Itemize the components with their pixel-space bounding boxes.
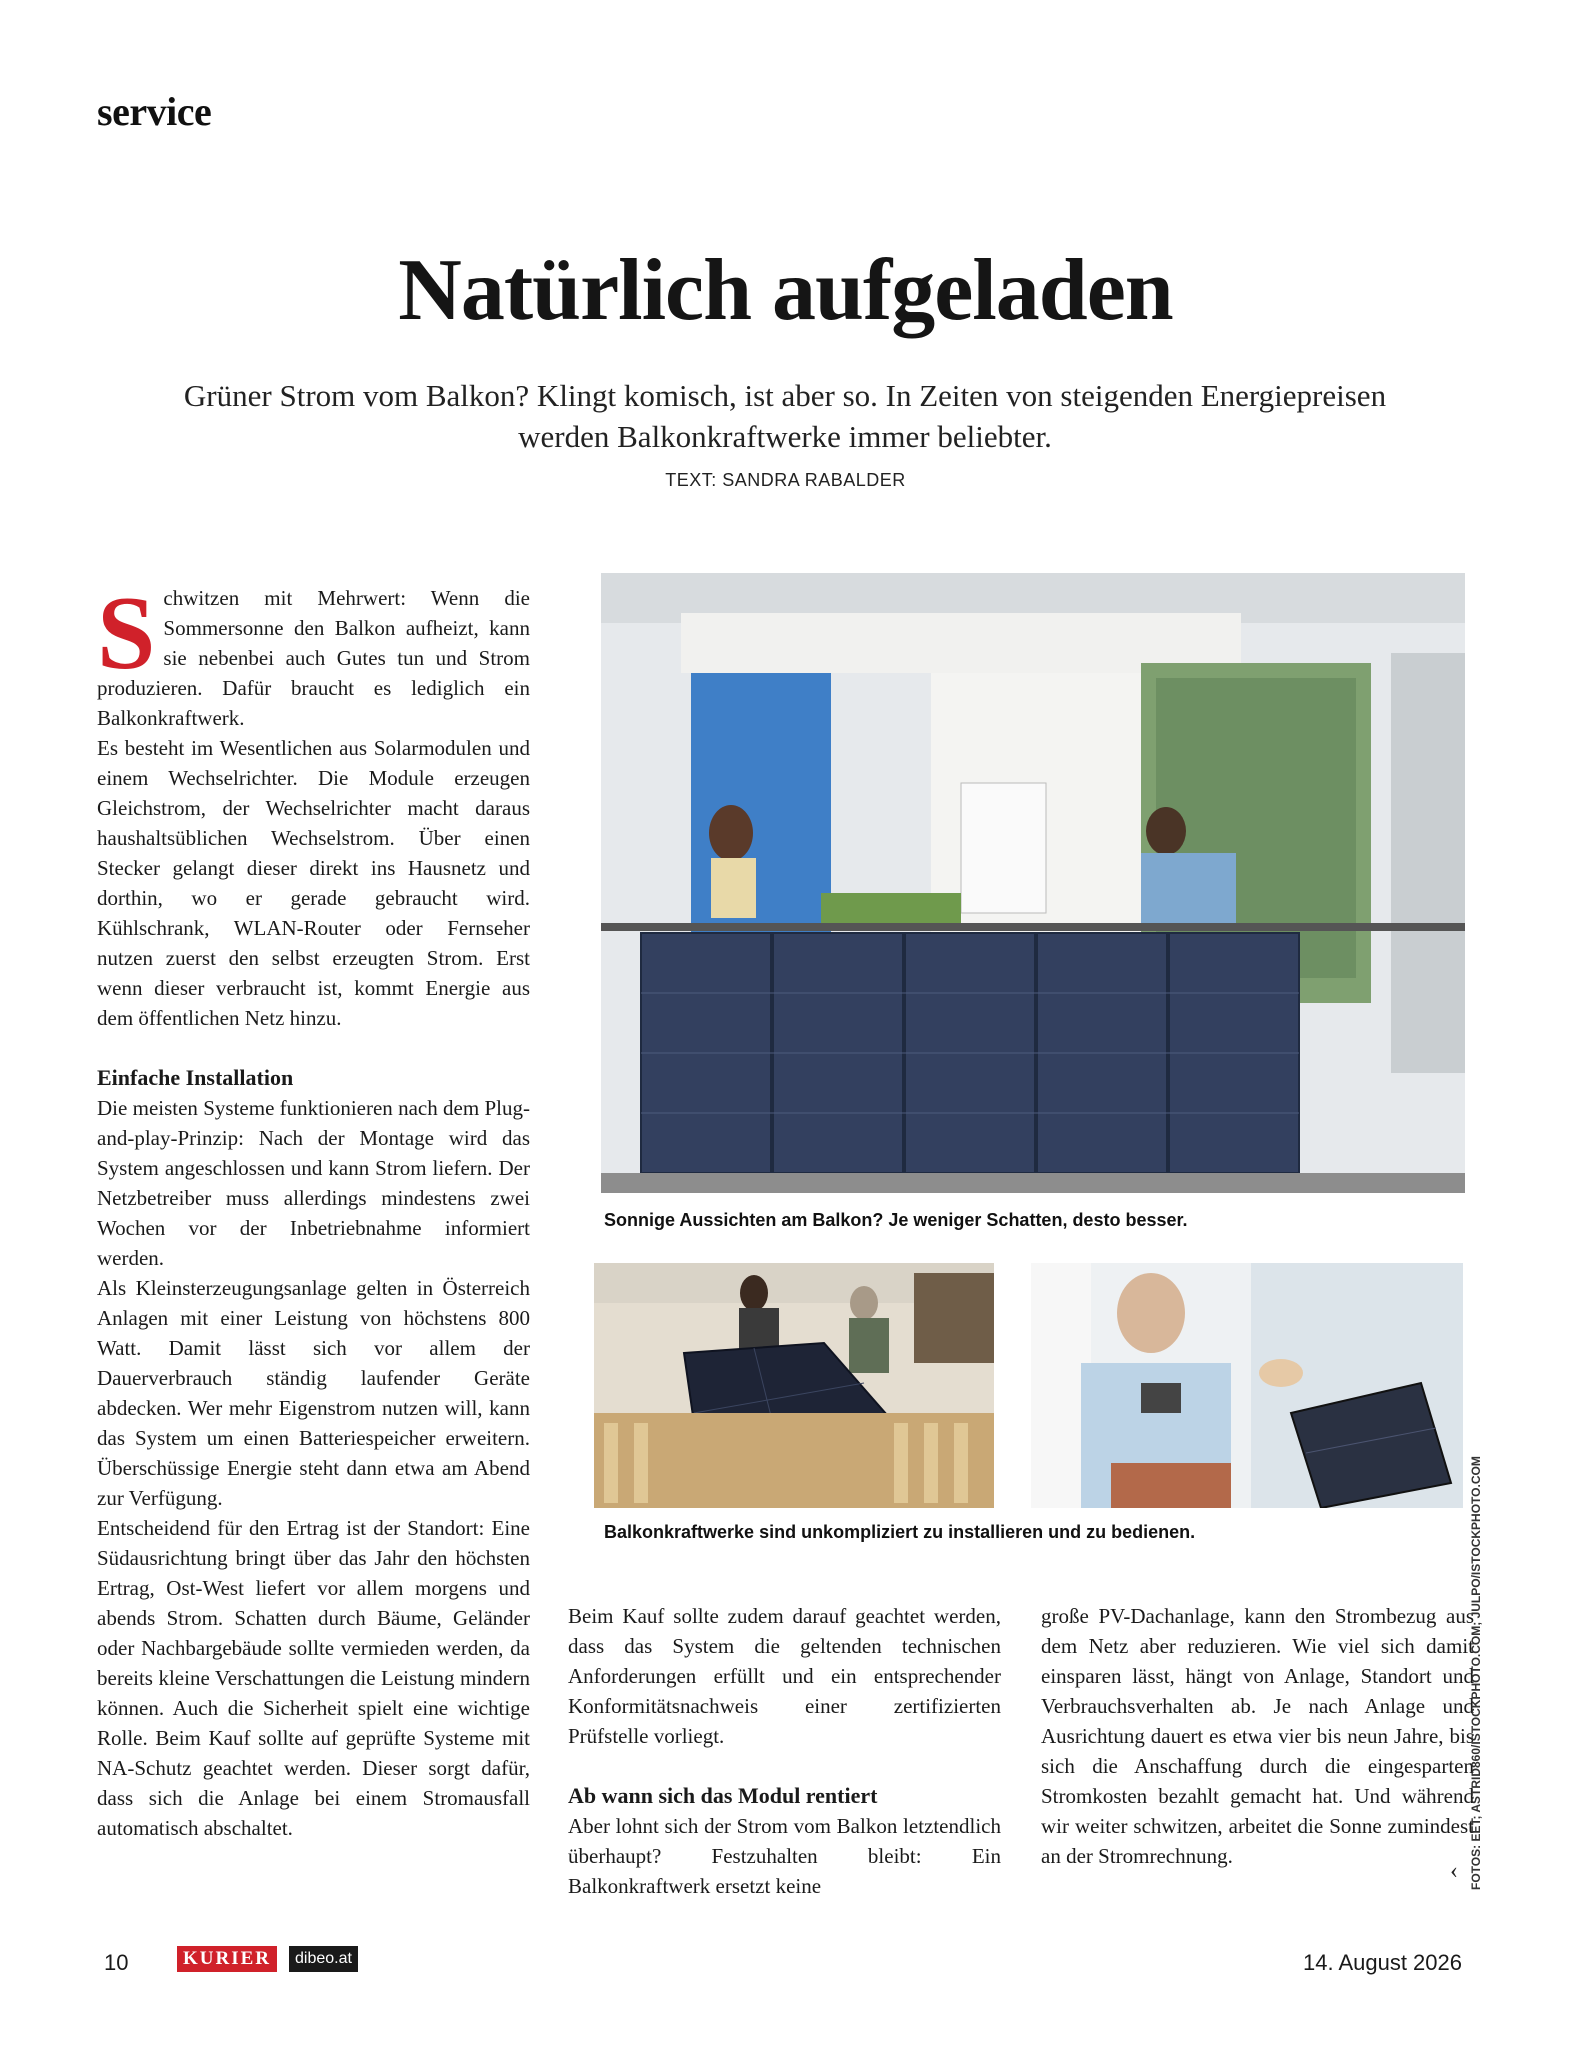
end-mark: ‹: [1450, 1858, 1458, 1884]
paragraph: Es besteht im Wesentlichen aus Solarmodulen und einem Wechselrichter. Die Module erzeugen Gleichstrom, der Wechselrichter macht daraus haushaltsüblichen Wechselstrom. Über einen Stecker gelangt dieser direkt ins Hausnetz und dorthin, wo er gerade gebraucht wird. Kühlschrank, WLAN-Router oder Fernseher nutzen zuerst den selbst erzeugten Strom. Erst wenn dieser verbraucht ist, kommt Energie aus dem öffentlichen Netz hinzu.: [97, 736, 530, 1030]
paragraph: Als Kleinsterzeugungsanlage gelten in Österreich Anlagen mit einer Leistung von höchstens 800 Watt. Damit lässt sich vor allem der Dauerverbrauch ständig laufender Geräte abdecken. Wer mehr Eigenstrom nutzen will, kann das System um einen Batteriespeicher erweitern. Überschüssige Energie steht dann etwa am Abend zur Verfügung.: [97, 1276, 530, 1510]
photo-installation: [594, 1263, 994, 1508]
issue-date: 14. August 2026: [1302, 1950, 1462, 1975]
drop-cap: S: [97, 574, 156, 691]
paragraph: Die meisten Systeme funktionieren nach dem Plug-and-play-Prinzip: Nach der Montage wird das System angeschlossen und kann Strom liefern. Der Netzbetreiber muss allerdings mindestens zwei Wochen vor der Inbetriebnahme informiert werden.: [97, 1096, 530, 1270]
byline: TEXT: SANDRA RABALDER: [665, 470, 906, 490]
article-column-1: [97, 574, 530, 1843]
subheading: Einfache Installation: [97, 1065, 294, 1090]
brand-logo: KURIER: [177, 1946, 277, 1972]
article-subtitle: Grüner Strom vom Balkon? Klingt komisch, ist aber so. In Zeiten von steigenden Energiepreisen werden Balkonkraftwerke immer beliebter.: [183, 378, 1387, 454]
photo-caption-2: Balkonkraftwerke sind unkompliziert zu installieren und zu bedienen.: [604, 1522, 1196, 1542]
section-label: service: [97, 89, 212, 134]
photo-credit: FOTOS: EET; ASTRID860/ISTOCKPHOTO.COM; JULPO/ISTOCKPHOTO.COM: [1469, 1456, 1483, 1890]
article-column-3: [1041, 1601, 1474, 1871]
smartphone-user-illustration: [1031, 1263, 1463, 1508]
subheading: Ab wann sich das Modul rentiert: [568, 1783, 878, 1808]
balcony-solar-illustration: [601, 573, 1465, 1193]
article-column-2: [568, 1601, 1001, 1901]
page-number: 10: [104, 1950, 129, 1975]
paragraph: Entscheidend für den Ertrag ist der Standort: Eine Südausrichtung bringt über das Jahr den höchsten Ertrag, Ost-West liefert vor allem morgens und abends Strom. Schatten durch Bäume, Geländer oder Nachbargebäude sollte vermieden werden, da bereits kleine Verschattungen die Leistung mindern können. Auch die Sicherheit spielt eine wichtige Rolle. Beim Kauf sollte auf geprüfte Systeme mit NA-Schutz geachtet werden. Dieser sorgt dafür, dass sich die Anlage bei einem Stromausfall automatisch abschaltet.: [97, 1516, 530, 1840]
installation-illustration: [594, 1263, 994, 1508]
lead-text: chwitzen mit Mehrwert: Wenn die Sommersonne den Balkon aufheizt, kann sie nebenbei auch Gutes tun und Strom produzieren. Dafür braucht es lediglich ein Balkonkraftwerk.: [97, 586, 530, 730]
photo-caption-1: Sonnige Aussichten am Balkon? Je weniger Schatten, desto besser.: [604, 1210, 1188, 1230]
photo-smartphone-user: [1031, 1263, 1463, 1508]
article-title: Natürlich aufgeladen: [398, 242, 1173, 339]
paragraph: Beim Kauf sollte zudem darauf geachtet werden, dass das System die geltenden technischen Anforderungen erfüllt und ein entsprechender Konformitätsnachweis einer zertifizierten Prüfstelle vorliegt.: [568, 1604, 1001, 1748]
main-photo-balcony: [601, 573, 1465, 1193]
partner-logo: dibeo.at: [289, 1946, 358, 1972]
lead-paragraph: [97, 574, 530, 733]
paragraph: große PV-Dachanlage, kann den Strombezug aus dem Netz aber reduzieren. Wie viel sich damit einsparen lässt, hängt von Anlage, Standort und Verbrauchsverhalten ab. Je nach Anlage und Ausrichtung dauert es etwa vier bis neun Jahre, bis sich die Anschaffung durch die eingesparten Stromkosten bezahlt gemacht hat. Und während wir weiter schwitzen, arbeitet die Sonne zumindest an der Stromrechnung.: [1041, 1604, 1474, 1868]
paragraph: Aber lohnt sich der Strom vom Balkon letztendlich überhaupt? Festzuhalten bleibt: Ein Balkonkraftwerk ersetzt keine: [568, 1814, 1001, 1898]
